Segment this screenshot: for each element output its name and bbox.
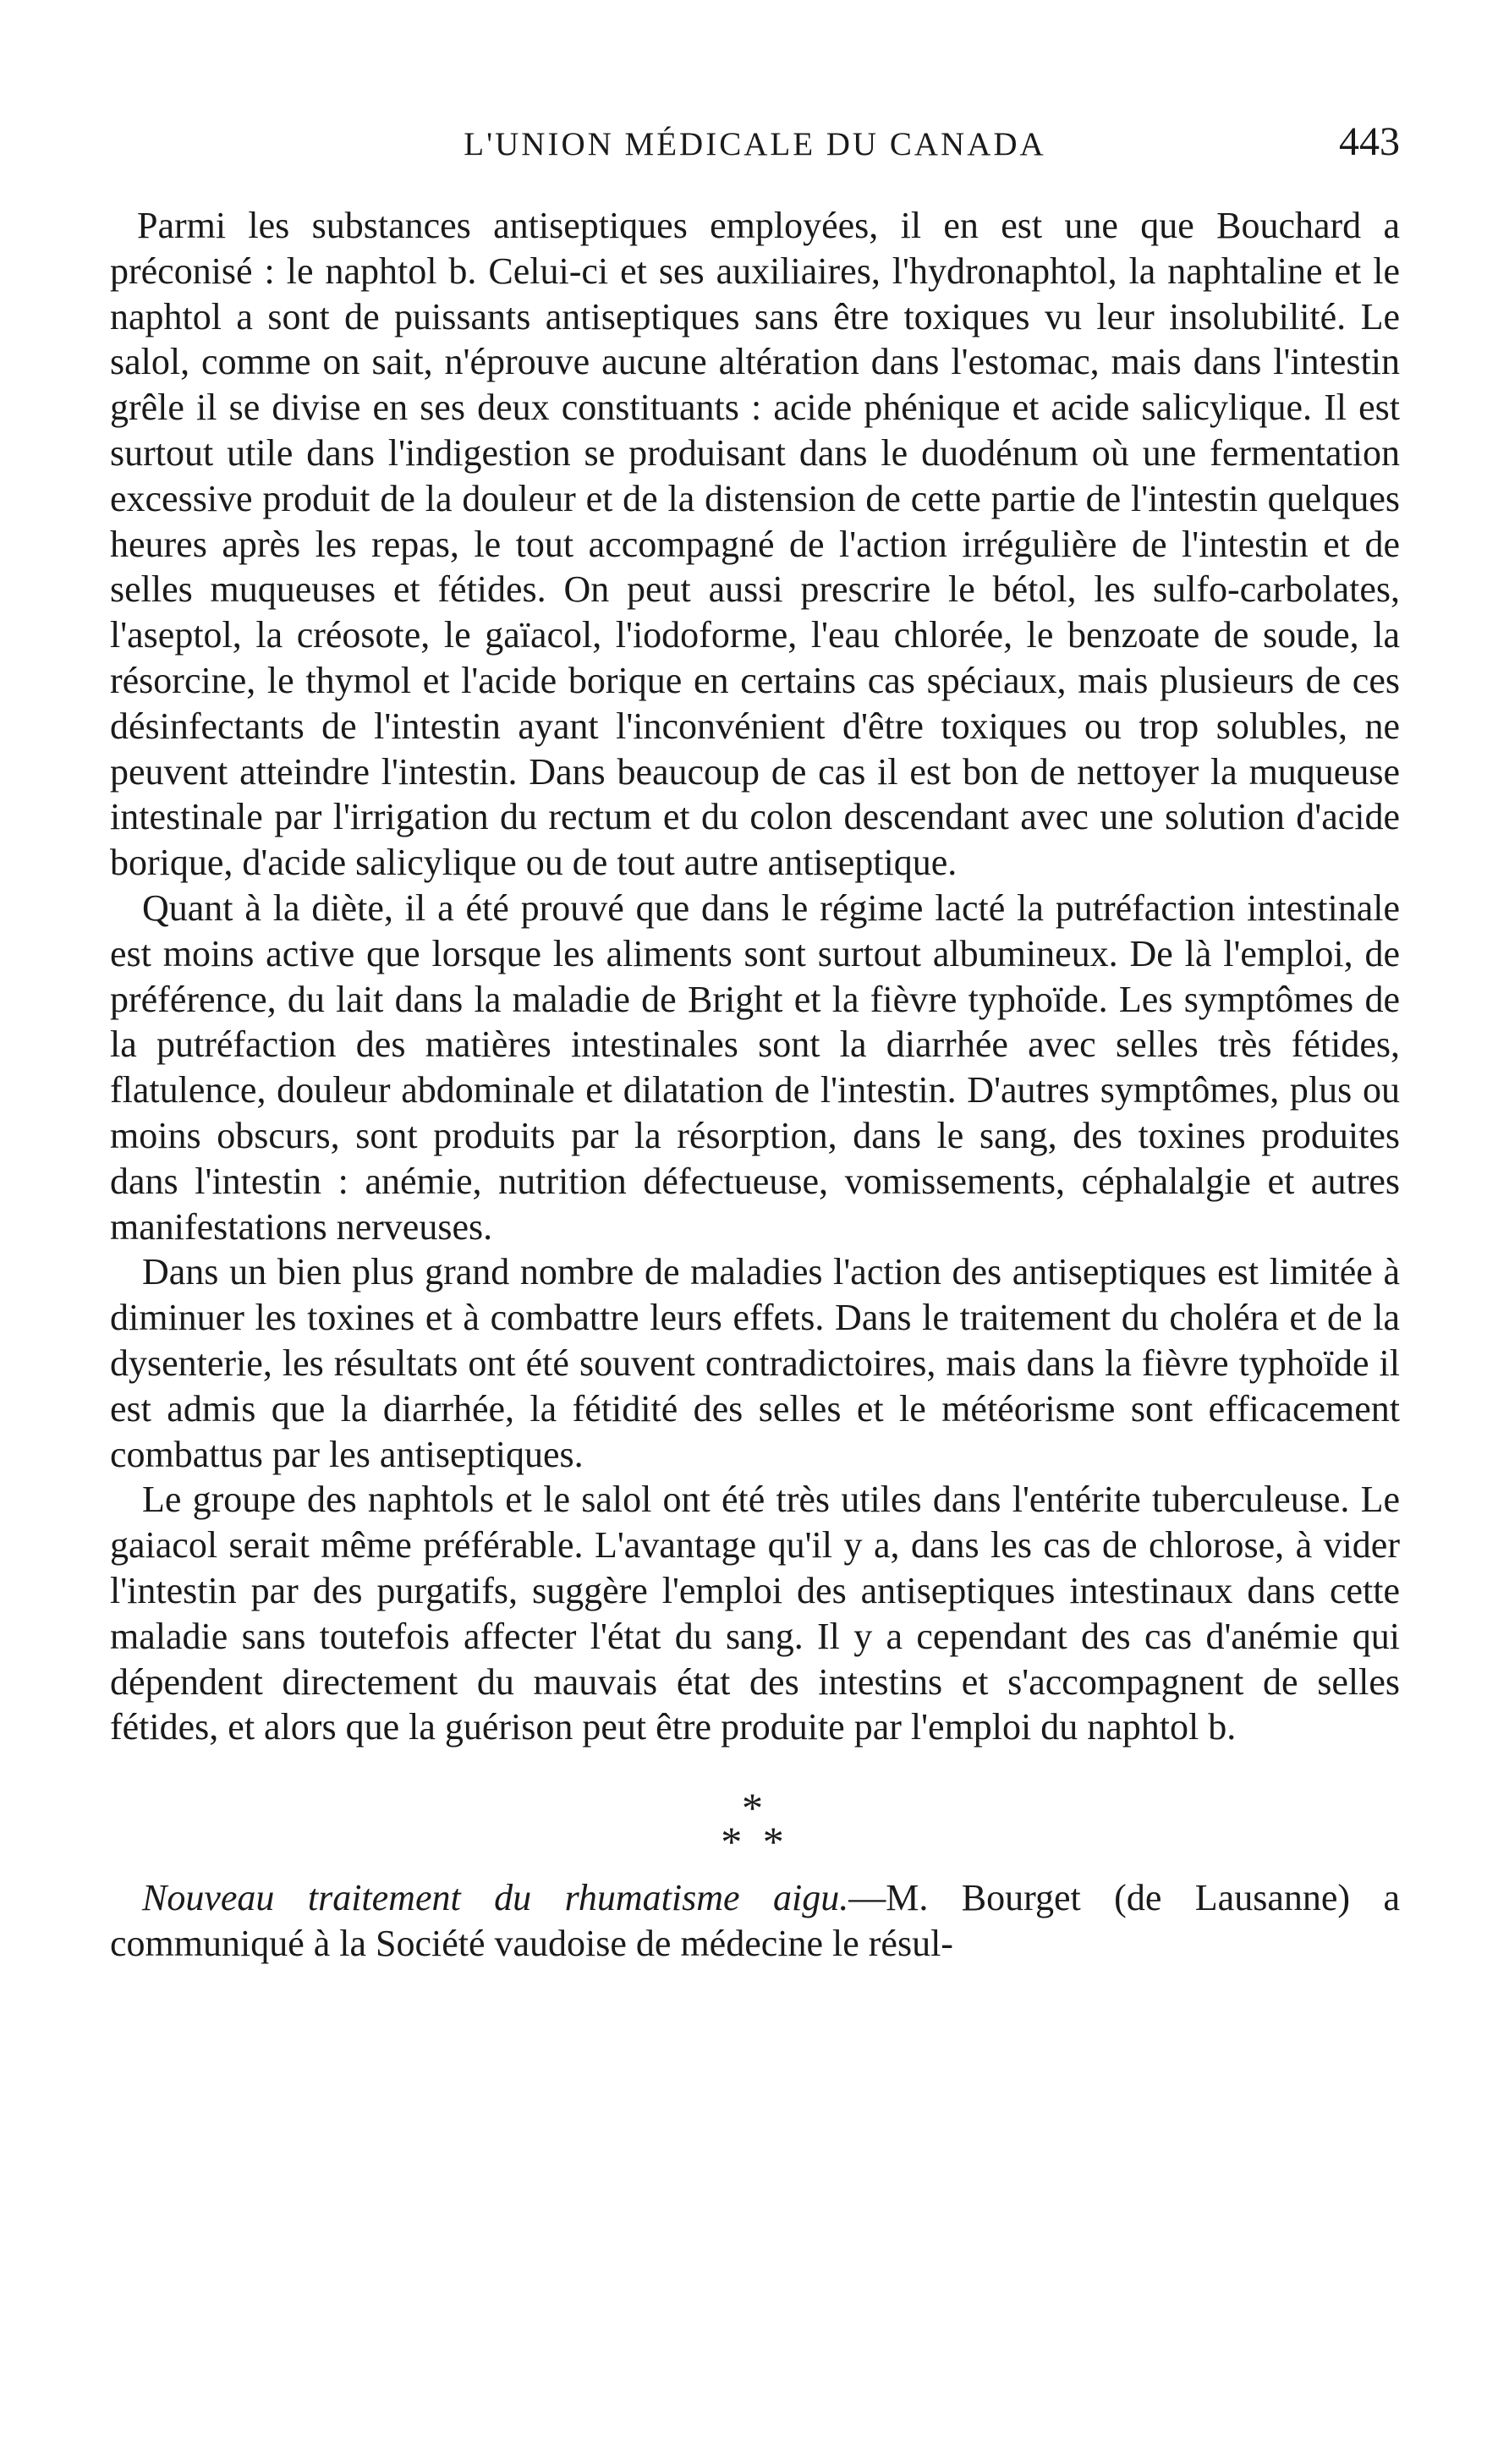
paragraph: Quant à la diète, il a été prouvé que dans le régime lacté la putréfaction intestinale est moins active que lorsque les aliments sont surtout albumineux. De là l'emploi, de préférence, du lait dans la maladie de Bright et la fièvre typhoïde. Les symptômes de la putréfaction des matières intestinales sont la diarrhée avec selles très fétides, flatulence, douleur abdominale et dilatation de l'intestin. D'autres symptômes, plus ou moins obscurs, sont produits par la résorption, dans le sang, des toxines produites dans l'intestin : anémie, nutrition défectueuse, vomissements, céphalalgie et autres manifestations nerveuses.: [110, 886, 1400, 1248]
running-title: L'UNION MÉDICALE DU CANADA: [464, 126, 1046, 162]
running-head: [110, 118, 1400, 178]
section-text: —M. Bourget (de Lausanne) a communiqué à la Société vaudoise de médecine le résul-: [110, 1877, 1400, 1964]
asterism-top: *: [742, 1784, 768, 1832]
paragraph: Parmi les substances antiseptiques employées, il en est une que Bouchard a préconisé : le naphtol b. Celui-ci et ses auxiliaires, l'hydronaphtol, la naphtaline et le naphtol a sont de puissants antiseptiques sans être toxiques vu leur insolubilité. Le salol, comme on sait, n'éprouve aucune altération dans l'estomac, mais dans l'intestin grêle il se divise en ses deux constituants : acide phénique et acide salicylique. Il est surtout utile dans l'indigestion se produisant dans le duodénum où une fermentation excessive produit de la douleur et de la distension de cette partie de l'intestin quelques heures après les repas, le tout accompagné de l'action irrégulière de l'intestin et de selles muqueuses et fétides. On peut aussi prescrire le bétol, les sulfo-carbolates, l'aseptol, la créosote, le gaïacol, l'iodoforme, l'eau chlorée, le benzoate de soude, la résorcine, le thymol et l'acide borique en certains cas spéciaux, mais plusieurs de ces désinfectants de l'intestin ayant l'inconvénient d'être toxiques ou trop solubles, ne peuvent atteindre l'intestin. Dans beaucoup de cas il est bon de nettoyer la muqueuse intestinale par l'irrigation du rectum et du colon descendant avec une solution d'acide borique, d'acide salicylique ou de tout autre antiseptique.: [110, 205, 1400, 884]
paragraph: Le groupe des naphtols et le salol ont été très utiles dans l'entérite tuberculeuse. Le gaiacol serait même préférable. L'avantage qu'il y a, dans les cas de chlorose, à vider l'intestin par des purgatifs, suggère l'emploi des antiseptiques intestinaux dans cette maladie sans toutefois affecter l'état du sang. Il y a cependant des cas d'anémie qui dépendent directement du mauvais état des intestins et s'accompagnent de selles fétides, et alors que la guérison peut être produite par l'emploi du naphtol b.: [110, 1479, 1400, 1748]
page-number: 443: [1339, 119, 1400, 164]
section-heading: Nouveau traitement du rhumatisme aigu.: [142, 1877, 849, 1919]
section-paragraph: [110, 1875, 1400, 1967]
asterism-ornament: [110, 1784, 1400, 1866]
article-body: [110, 203, 1400, 1967]
paragraph: Dans un bien plus grand nombre de maladies l'action des antiseptiques est limitée à diminuer les toxines et à combattre leurs effets. Dans le traitement du choléra et de la dysenterie, les résultats ont été souvent contradictoires, mais dans la fièvre typhoïde il est admis que la diarrhée, la fétidité des selles et le météorisme sont efficacement combattus par les antiseptiques.: [110, 1251, 1400, 1475]
asterism-bottom: * *: [721, 1818, 789, 1866]
